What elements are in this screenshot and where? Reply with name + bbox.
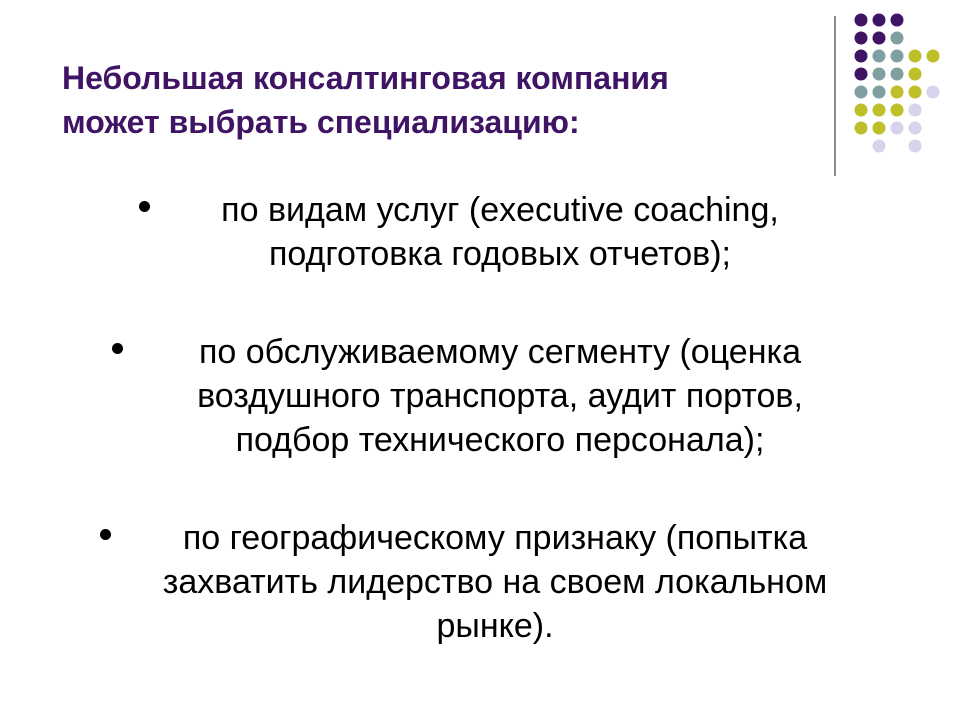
dot <box>873 32 886 45</box>
dot <box>891 86 904 99</box>
dot <box>891 68 904 81</box>
dot <box>873 122 886 135</box>
dot <box>909 104 922 117</box>
dot <box>873 50 886 63</box>
dot <box>891 14 904 27</box>
bullet-line: по географическому признаку (попытка <box>182 519 808 557</box>
dot <box>909 140 922 153</box>
bullet-marker <box>112 343 123 354</box>
dot <box>855 86 868 99</box>
dot <box>891 32 904 45</box>
dot <box>855 32 868 45</box>
dot <box>909 50 922 63</box>
dot <box>855 14 868 27</box>
dot <box>855 50 868 63</box>
dot <box>855 104 868 117</box>
dot <box>927 50 940 63</box>
bullet-line: по обслуживаемому сегменту (оценка <box>198 333 802 371</box>
bullet-line: по видам услуг (executive coaching, <box>221 191 779 229</box>
dot <box>873 140 886 153</box>
dot <box>873 86 886 99</box>
bullet-marker <box>139 201 150 212</box>
bullet-item-services <box>160 188 840 276</box>
dot <box>891 50 904 63</box>
dot <box>873 14 886 27</box>
dot <box>855 122 868 135</box>
bullet-line: подготовка годовых отчетов); <box>268 235 732 273</box>
decorative-dot-grid <box>0 0 960 200</box>
bullet-line: рынке). <box>436 607 554 645</box>
dot <box>873 68 886 81</box>
bullet-item-segment <box>130 330 870 462</box>
bullet-item-geography <box>100 516 890 648</box>
dot <box>855 68 868 81</box>
slide-title-line-2: может выбрать специализацию: <box>62 104 580 140</box>
dot <box>873 104 886 117</box>
dot <box>909 122 922 135</box>
bullet-line: подбор технического персонала); <box>235 421 765 459</box>
dot <box>891 122 904 135</box>
dot <box>927 86 940 99</box>
bullet-line: захватить лидерство на своем локальном <box>162 563 828 601</box>
dot <box>891 104 904 117</box>
slide-title-line-1: Небольшая консалтинговая компания <box>62 60 669 96</box>
bullet-line: воздушного транспорта, аудит портов, <box>197 377 803 415</box>
dot <box>909 86 922 99</box>
dot <box>909 68 922 81</box>
